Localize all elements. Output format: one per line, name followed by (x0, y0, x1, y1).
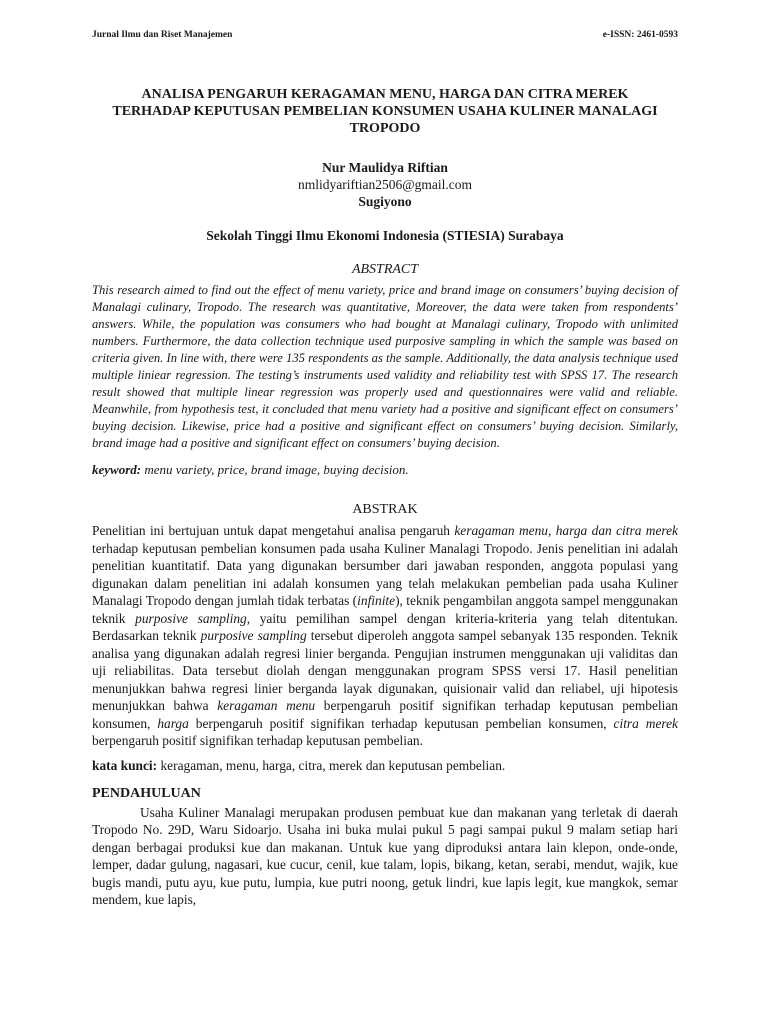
abstrak-text-segment: terhadap keputusan pembelian konsumen pada usaha Kuliner Manalagi Tropodo. Jenis penelitian ini adalah penelitian kuantitatif. Data yang digunakan bersumber dari jawaban responden, anggota populasi yang digunakan dalam penelitian ini adalah konsumen yang telah melakukan pembelian pada usaha Kuliner Manalagi Tropodo dengan jumlah tidak terbatas ( (92, 540, 678, 608)
abstract-text: This research aimed to find out the effect of menu variety, price and brand image on consumers’ buying decision of Manalagi culinary, Tropodo. The research was quantitative, Moreover, the data were taken from respondents’ answers. While, the population was consumers who had bought at Manalagi culinary, Tropodo with unlimited numbers. Furthermore, the data collection technique used purposive sampling in which the sample was based on criteria given. In line with, there were 135 respondents as the sample. Additionally, the data analysis technique used multiple liniear regression. The testing’s instruments used validity and reliability test with SPSS 17. The research result showed that multiple linear regression was properly used and questionnaires were valid and reliable. Meanwhile, from hypothesis test, it concluded that menu variety had a positive and significant effect on consumers’ buying decision. Likewise, price had a positive and significant effect on consumers’ buying decision. Similarly, brand image had a positive and significant effect on consumers’ buying decision. (92, 283, 678, 450)
abstrak-italic-term: harga (157, 715, 189, 731)
abstrak-italic-term: keragaman menu (217, 698, 316, 713)
abstrak-text-segment: , yaitu pemilihan sampel dengan kriteria-kriteria yang telah ditentukan. Berdasarkan teknik (92, 610, 678, 643)
title-line-2: TERHADAP KEPUTUSAN PEMBELIAN KONSUMEN USAHA KULINER MANALAGI (112, 104, 658, 119)
abstrak-text-segment: berpengaruh positif signifikan terhadap keputusan pembelian konsumen, (92, 698, 678, 731)
issn: e-ISSN: 2461-0593 (602, 30, 678, 40)
abstrak-italic-term: purposive sampling (135, 610, 247, 626)
abstrak-heading: ABSTRAK (352, 502, 418, 517)
author-email: nmlidyariftian2506@gmail.com (297, 177, 473, 192)
author-block (92, 159, 678, 210)
abstract-heading: ABSTRACT (351, 262, 419, 277)
abstrak-text-segment: berpengaruh positif signifikan terhadap keputusan pembelian. (92, 733, 423, 748)
abstrak-text-segment: Penelitian ini bertujuan untuk dapat mengetahui analisa pengaruh (92, 523, 455, 538)
keywords-text: menu variety, price, brand image, buying decision. (144, 462, 409, 477)
section-heading-pendahuluan: PENDAHULUAN (92, 785, 201, 801)
abstrak-text-segment: tersebut diperoleh anggota sampel sebanyak 135 responden. Teknik analisa yang digunakan adalah regresi linier berganda. Pengujian instrumen menggunakan uji validitas dan uji reliabilitas. Data tersebut diolah dengan menggunakan program SPSS versi 17. Hasil penelitian menunjukkan bahwa regresi linier berganda layak digunakan, quisionair valid dan reliabel, uji hipotesis menunjukkan bahwa (92, 628, 678, 713)
abstrak-italic-term: purposive sampling (200, 628, 307, 643)
intro-paragraph: Usaha Kuliner Manalagi merupakan produsen pembuat kue dan makanan yang terletak di daerah Tropodo No. 29D, Waru Sidoarjo. Usaha ini buka mulai pukul 5 pagi sampai pukul 9 malam setiap hari dengan berbagai produksi kue dan makanan. Untuk kue yang diproduksi antara lain klepon, onde-onde, lemper, dadar gulung, nagasari, kue cucur, cenil, kue talam, lopis, bikang, ketan, serabi, mendut, wajik, kue bugis mandi, putu ayu, kue putu, lumpia, kue putri noong, getuk lindri, kue lapis legit, kue mangkok, semar mendem, kue lapis, (92, 804, 678, 907)
abstrak-text (92, 522, 678, 750)
abstrak-text-segment: ), teknik pengambilan anggota sampel menggunakan teknik (92, 593, 679, 626)
keywords-label: keyword: (92, 462, 142, 477)
abstrak-text-segment: berpengaruh positif signifikan terhadap keputusan pembelian konsumen, (188, 715, 614, 731)
journal-name: Jurnal Ilmu dan Riset Manajemen (92, 30, 233, 40)
affiliation: Sekolah Tinggi Ilmu Ekonomi Indonesia (STIESIA) Surabaya (206, 228, 564, 243)
abstrak-italic-term: infinite (357, 593, 396, 608)
kata-kunci (92, 758, 678, 774)
keywords (92, 462, 678, 478)
first-author: Nur Maulidya Riftian (322, 160, 448, 175)
kata-kunci-label: kata kunci: (92, 757, 158, 773)
title-line-1: ANALISA PENGARUH KERAGAMAN MENU, HARGA DAN CITRA MEREK (141, 87, 629, 102)
abstrak-italic-term: citra merek (613, 715, 678, 731)
paper-title (92, 86, 678, 137)
abstrak-italic-term: keragaman menu, harga dan citra merek (454, 523, 678, 538)
kata-kunci-text: keragaman, menu, harga, citra, merek dan keputusan pembelian. (160, 757, 506, 773)
title-line-3: TROPODO (349, 121, 421, 136)
running-head (92, 30, 678, 40)
second-author: Sugiyono (358, 194, 412, 209)
